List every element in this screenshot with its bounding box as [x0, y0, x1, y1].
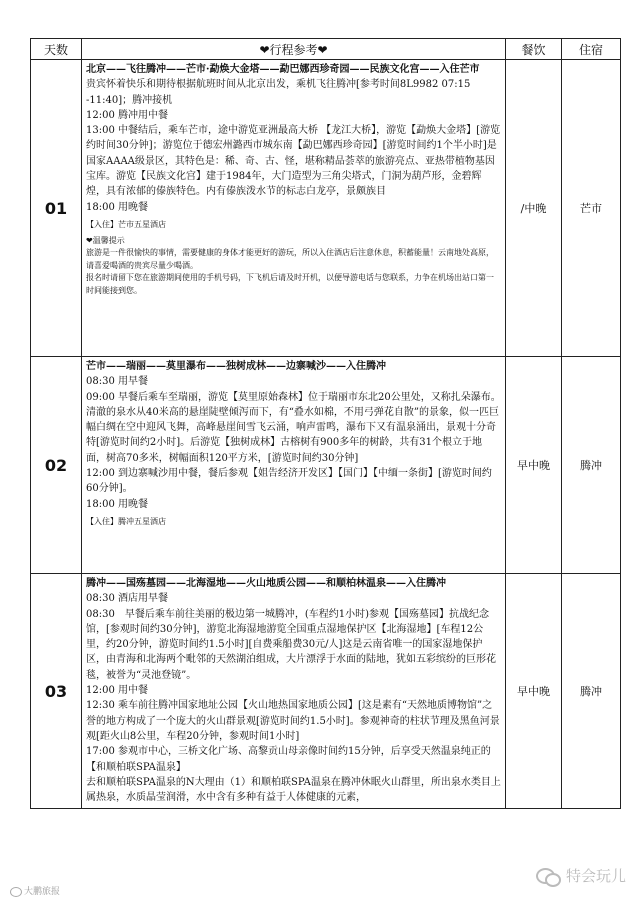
itinerary-line: 17:00 参观市中心，三桥文化广场、高黎贡山母亲像时间约15分钟，后享受天然温泉纯正的【和顺柏联SPA温泉】	[86, 746, 491, 773]
itinerary-line: 08:30 酒店用早餐	[86, 593, 168, 605]
header-meals: 餐饮	[506, 39, 562, 60]
day-itinerary	[82, 357, 506, 574]
route-title: 腾冲——国殇墓园——北海湿地——火山地质公园——和顺柏林温泉——入住腾冲	[86, 578, 446, 589]
tip-title: ❤温馨提示	[86, 235, 125, 245]
wechat-icon	[536, 866, 560, 886]
day-number: 03	[31, 574, 82, 809]
itinerary-line: 12:00 到边寨喊沙用中餐，餐后参观【姐告经济开发区】【国门】【中缅一条街】[游览时间约60分钟]。	[86, 468, 492, 495]
day-number: 02	[31, 357, 82, 574]
day-itinerary	[82, 60, 506, 357]
day-itinerary	[82, 574, 506, 809]
route-title: 北京——飞往腾冲——芒市·勐焕大金塔——勐巴娜西珍奇园——民族文化宫——入住芒市	[86, 64, 480, 75]
hotel-line: 【入住】芒市五星酒店	[86, 219, 166, 229]
itinerary-line: 去和顺柏联SPA温泉的N大理由（1）和顺柏联SPA温泉在腾冲休眠火山群里，所出泉水类目上属热泉，水质晶莹润滑，水中含有多种有益于人体健康的元素，	[86, 776, 501, 804]
itinerary-table	[30, 38, 621, 809]
itinerary-line: 18:00 用晚餐	[86, 201, 148, 213]
tip-line: 报名时请留下您在旅游期间使用的手机号码，下飞机后请及时开机，以便导游电话与您联系，力争在机场出站口第一时间能接到您。	[86, 273, 494, 295]
header-stay: 住宿	[562, 39, 621, 60]
weibo-icon	[10, 887, 22, 897]
itinerary-line: 12:30 乘车前往腾冲国家地址公园【火山地热国家地质公园】[这是素有“天然地质博物馆”之誉的地方构成了一个庞大的火山群景观[游览时间约1.5小时]。参观神奇的柱状节理及黑鱼河景观[距火山8公里，车程20分钟，参观时间1小时]	[86, 700, 500, 742]
route-title: 芒市——瑞丽——莫里瀑布——独树成林——边寨喊沙——入住腾冲	[86, 361, 386, 372]
watermark-left: 大鹏旅报	[10, 884, 60, 897]
day-row-03	[31, 574, 621, 809]
header-itinerary: ❤行程参考❤	[82, 39, 506, 60]
day-row-02	[31, 357, 621, 574]
watermark-right	[536, 865, 626, 886]
day-stay: 腾冲	[562, 574, 621, 809]
header-day: 天数	[31, 39, 82, 60]
tip-line: 旅游是一件很愉快的事情，需要健康的身体才能更好的游玩，所以入住酒店后注意休息，积蓄能量！云南地处高原，请喜爱喝酒的贵宾尽量少喝酒。	[86, 248, 494, 270]
itinerary-line: 12:00 腾冲用中餐	[86, 109, 168, 121]
itinerary-line: 18:00 用晚餐	[86, 498, 148, 510]
itinerary-line: 13:00 中餐结后，乘车芒市，途中游览亚洲最高大桥 【龙江大桥】，游览【勐焕大金塔】[游览约时间30分钟]；游览位于德宏州潞西市城东南【勐巴娜西珍奇园】[游览时间约1个半小时]是国家AAAA级景区，其特色是：稀、奇、古、怪，堪称精品荟萃的旅游亮点、亚热带植物基因宝库。游览【民族文化宫】建于1984年，大门造型为三角尖塔式，门洞为葫芦形，金碧辉煌，具有浓郁的傣族特色。内有傣族泼水节的标志白龙亭，景颇族目	[86, 125, 501, 198]
day-stay: 芒市	[562, 60, 621, 357]
hotel-line: 【入住】腾冲五星酒店	[86, 516, 166, 526]
watermark-text: 特会玩儿	[565, 867, 626, 885]
day-number: 01	[31, 60, 82, 357]
itinerary-line: 09:00 早餐后乘车至瑞丽，游览【莫里原始森林】位于瑞丽市东北20公里处，又称扎朵瀑布。清澈的泉水从40米高的悬崖陡壁倾泻而下，有“叠水如棉，不用弓弹花自散”的景象，似一匹巨幅白绸在空中迎风飞舞，高峰悬崖间雪飞云涌，响声雷鸣，瀑布下又有温泉涌出，景观十分奇特[游览时间约2小时]。后游览【独树成林】古榕树有900多年的树龄，共有31个根立于地面，树高70多米，树幅面积120平方米，[游览时间约30分钟]	[86, 391, 501, 464]
day-row-01	[31, 60, 621, 357]
day-stay: 腾冲	[562, 357, 621, 574]
itinerary-line: 贵宾怀着快乐和期待根据航班时间从北京出发，乘机飞往腾冲[参考时间8L9982 07:15 -11:40]；腾冲接机	[86, 79, 471, 106]
itinerary-line: 08:30 早餐后乘车前往美丽的极边第一城腾冲，(车程约1小时)参观【国殇墓园】抗战纪念馆，[参观时间约30分钟]，游览北海湿地游览全国重点湿地保护区【北海湿地】[车程12公里，约20分钟，游览时间约1.5小时][自费乘船费30元/人]这是云南省唯一的国家湿地保护区，由青海和北海两个毗邻的天然湖泊组成，大片漂浮于水面的陆地，犹如五彩缤纷的巨形花毯，被誉为“灵池登镜”。	[86, 608, 496, 681]
header-row	[31, 39, 621, 60]
itinerary-line: 08:30 用早餐	[86, 376, 148, 388]
itinerary-line: 12:00 用中餐	[86, 685, 148, 697]
day-meals: 早中晚	[506, 357, 562, 574]
day-meals: 早中晚	[506, 574, 562, 809]
day-meals: /中晚	[506, 60, 562, 357]
